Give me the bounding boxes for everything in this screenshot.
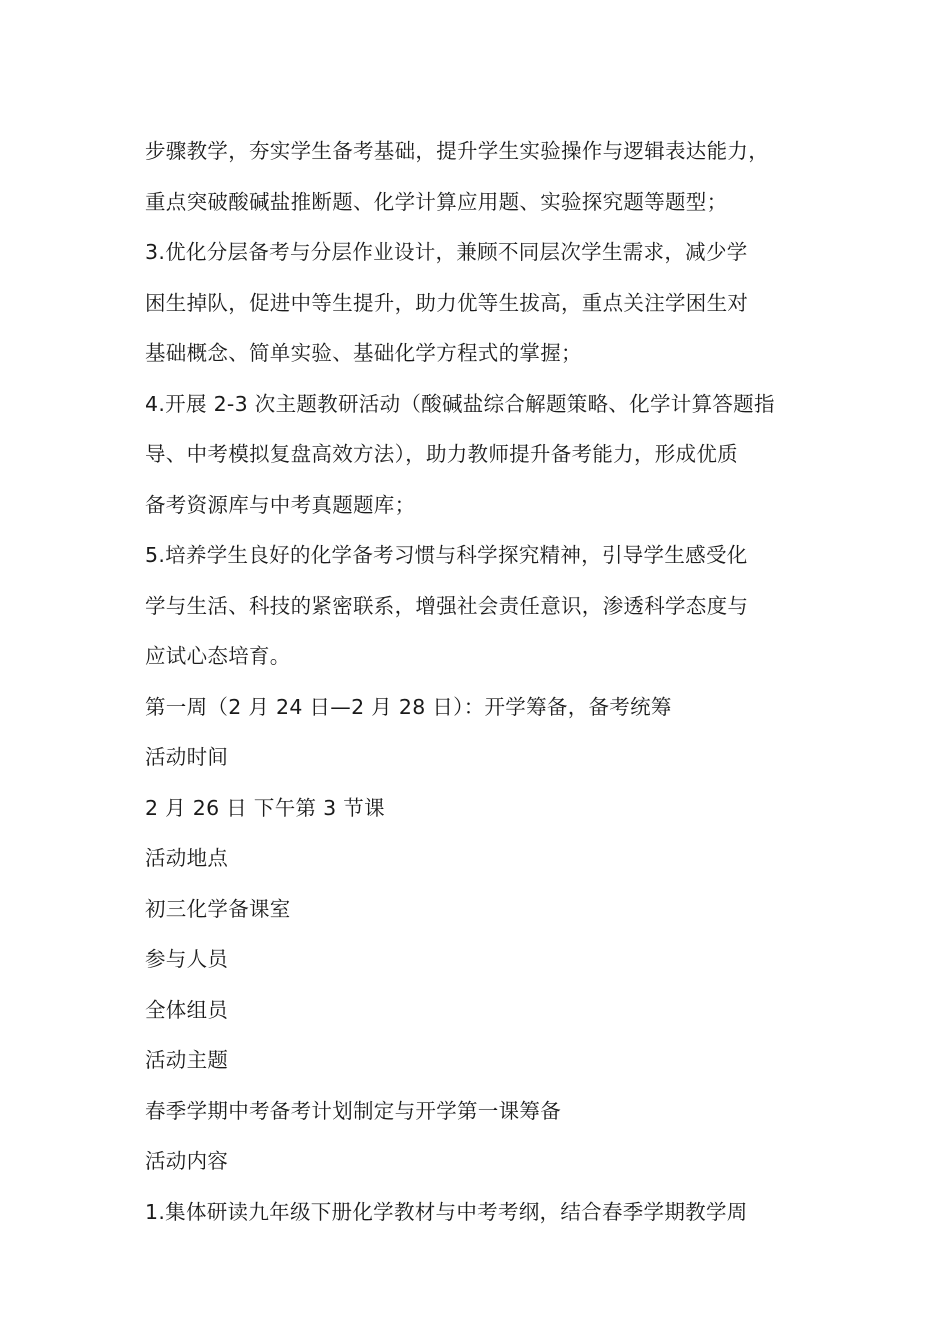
- paragraph-line: 4.开展 2-3 次主题教研活动（酸碱盐综合解题策略、化学计算答题指: [145, 391, 775, 416]
- paragraph-line: 备考资源库与中考真题题库；: [145, 492, 416, 517]
- paragraph-line: 导、中考模拟复盘高效方法），助力教师提升备考能力，形成优质: [145, 442, 738, 466]
- activity-content-label: 活动内容: [145, 1149, 229, 1173]
- paragraph-line: 步骤教学，夯实学生备考基础，提升学生实验操作与逻辑表达能力，: [145, 139, 769, 163]
- paragraph-line: 5.培养学生良好的化学备考习惯与科学探究精神，引导学生感受化: [145, 543, 748, 567]
- document-page: [145, 126, 835, 1237]
- paragraph-line: 应试心态培育。: [145, 644, 291, 668]
- activity-theme-value: 春季学期中考备考计划制定与开学第一课筹备: [145, 1098, 561, 1123]
- week-heading: 第一周（2 月 24 日—2 月 28 日）：开学筹备，备考统筹: [145, 694, 672, 719]
- activity-time-label: 活动时间: [145, 745, 229, 769]
- paragraph-line: 困生掉队，促进中等生提升，助力优等生拔高，重点关注学困生对: [145, 290, 749, 315]
- paragraph-line: 基础概念、简单实验、基础化学方程式的掌握；: [145, 341, 582, 365]
- activity-time-value: 2 月 26 日 下午第 3 节课: [145, 795, 385, 820]
- paragraph-line: 学与生活、科技的紧密联系，增强社会责任意识，渗透科学态度与: [145, 593, 749, 618]
- paragraph-line: 重点突破酸碱盐推断题、化学计算应用题、实验探究题等题型；: [145, 189, 728, 214]
- activity-location-label: 活动地点: [145, 846, 229, 870]
- activity-content-item: 1.集体研读九年级下册化学教材与中考考纲，结合春季学期教学周: [145, 1199, 748, 1224]
- participants-value: 全体组员: [145, 997, 229, 1022]
- paragraph-line: 3.优化分层备考与分层作业设计，兼顾不同层次学生需求，减少学: [145, 240, 748, 264]
- activity-theme-label: 活动主题: [145, 1048, 229, 1072]
- participants-label: 参与人员: [145, 947, 229, 971]
- activity-location-value: 初三化学备课室: [145, 896, 291, 921]
